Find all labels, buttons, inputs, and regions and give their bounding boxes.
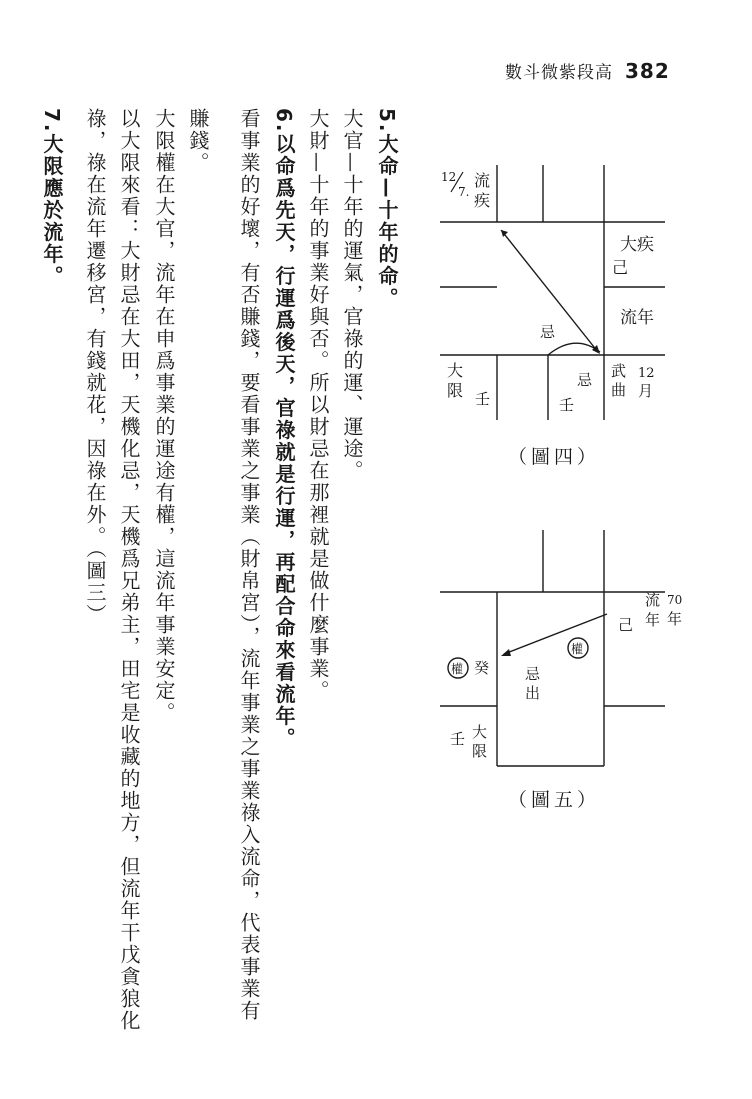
- text-column-4: 6.以命爲先天，行運爲後天，官祿就是行運，再配合命來看流年。: [272, 108, 296, 750]
- fig4-ji-char: 忌: [540, 323, 556, 341]
- text-column-8: 以大限來看：大財忌在大田，天機化忌，天機爲兄弟主，田宅是收藏的地方，但流年干戊貪狼化: [117, 108, 141, 1032]
- fig5-nian: 年: [645, 611, 661, 629]
- page-number: 382: [625, 59, 670, 83]
- fig5-arrow-head: [501, 649, 511, 656]
- fig4-da: 大: [447, 361, 464, 380]
- text-column-9: 祿，祿在流年遷移宮，有錢就花，因祿在外。（圖三）: [83, 108, 107, 626]
- fig5-ren: 壬: [450, 730, 466, 748]
- fig4-liu-nian: 流年: [620, 308, 654, 328]
- text-column-3: 大財—十年的事業好與否。所以財忌在那裡就是做什麼事業。: [306, 108, 330, 702]
- fig5-arrow: [504, 614, 607, 654]
- fig5-liu: 流: [645, 591, 661, 609]
- fig5-chu: 出: [525, 684, 541, 702]
- fig5-ji: 忌: [525, 665, 541, 683]
- fig4-ji-yi: 己: [612, 258, 629, 277]
- fig5-quan-1: 權: [571, 642, 584, 656]
- running-title: 數斗微紫段高: [505, 63, 613, 83]
- text-column-10: 7.大限應於流年。: [40, 108, 64, 288]
- text-column-2: 大官—十年的運氣，官祿的運、運途。: [340, 108, 364, 482]
- fig5-gui: 癸: [474, 659, 490, 677]
- fig4-twelve: 12: [638, 366, 655, 381]
- fig4-qu: 曲: [611, 381, 627, 399]
- fig5-xian: 限: [472, 742, 488, 760]
- fig4-ji-label: 疾: [474, 191, 491, 210]
- fig4-frac-top: 12: [441, 170, 457, 184]
- fig4-frac-bottom: 7.: [458, 185, 470, 199]
- fig4-xian: 限: [447, 381, 464, 400]
- fig5-ji-yi: 己: [618, 616, 634, 634]
- fig4-ren1: 壬: [475, 390, 491, 408]
- text-column-1: 5.大命—十年的命。: [375, 108, 399, 310]
- fig4-month: 月: [638, 382, 654, 400]
- fig5-nian2: 年: [667, 610, 683, 628]
- text-column-7: 大限權在大官，流年在申爲事業的運途有權，這流年事業安定。: [152, 108, 176, 724]
- figure-5-caption: （圖五）: [508, 789, 601, 811]
- figure-4-caption: （圖四）: [508, 446, 601, 468]
- fig5-seventy: 70: [667, 593, 683, 607]
- fig5-quan-2: 權: [451, 662, 464, 676]
- fig4-da-ji: 大疾: [620, 235, 654, 255]
- fig5-da: 大: [472, 723, 488, 741]
- fig4-ji2: 忌: [577, 371, 593, 389]
- text-column-6: 賺錢。: [186, 108, 210, 174]
- fig4-liu-label: 流: [474, 171, 491, 190]
- text-column-5: 看事業的好壞，有否賺錢，要看事業之事業（財帛宮），流年事業之事業祿入流命，代表事業有: [237, 108, 261, 1022]
- fig4-wu: 武: [611, 362, 627, 380]
- fig4-ren2: 壬: [559, 396, 575, 414]
